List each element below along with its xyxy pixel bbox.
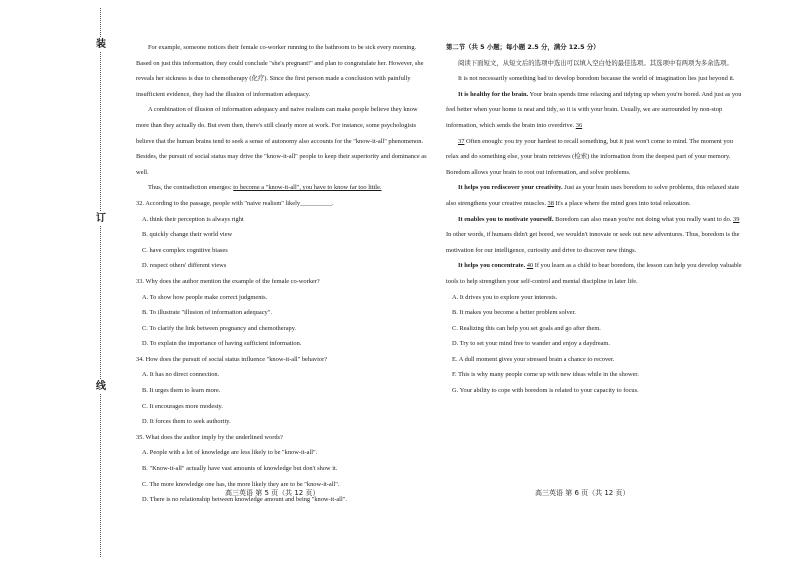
page-6-column xyxy=(446,40,746,399)
question-34-option-c: C. It encourages more modesty. xyxy=(142,402,223,410)
passage-paragraph-recall: 37 Often enough: you try your hardest to recall something, but it just won't come to mind. The moment you relax and do something else, your brain retrieves (检索) the information from the deepest part of your memory. Boredom allows your brain to root out information, and solve problems. xyxy=(446,137,733,176)
question-32-option-c: C. have complex cognitive biases xyxy=(142,246,228,254)
page-6-footer: 高三英语 第 6 页（共 12 页） xyxy=(535,489,630,497)
question-35-option-a: A. People with a lot of knowledge are less likely to be "know-it-all". xyxy=(142,449,318,457)
heading-healthy: It is healthy for the brain. xyxy=(458,90,529,98)
question-32-option-d: D. respect others' different views xyxy=(142,262,227,270)
question-33-stem: 33. Why does the author mention the example of the female co-worker? xyxy=(136,277,320,285)
passage-paragraph-healthy: It is healthy for the brain. Your brain spends time relaxing and tidying up when you're bored. And just as you feel better when your home is neat and tidy, so it is with your brain. Usually, we are surrounded by non-stop information, which sends the brain into overdrive. 36 xyxy=(446,90,742,129)
heading-motivate: It enables you to motivate yourself. xyxy=(458,215,554,223)
option-e: E. A dull moment gives your stressed brain a chance to recover. xyxy=(452,355,615,363)
passage-paragraph-3 xyxy=(136,180,431,196)
binding-dotted-line xyxy=(100,8,101,557)
blank-37: 37 xyxy=(458,137,465,145)
contradiction-lead: Thus, the contradiction emerges: xyxy=(148,184,234,192)
binding-char-xian: 线 xyxy=(96,381,106,392)
binding-margin xyxy=(0,0,106,565)
question-34-stem: 34. How does the pursuit of social status influence "know-it-all" behavior? xyxy=(136,355,328,363)
option-f: F. This is why many people come up with new ideas while in the shower. xyxy=(452,371,639,379)
question-32-option-a: A. think their perception is always right xyxy=(142,215,244,223)
passage-paragraph-1: For example, someone notices their female co-worker running to the bathroom to be sick every morning. Based on just this information, they could conclude "she's pregnant!" and plan to congratulate her. However, she reveals her sickness is due to chemotherapy (化疗). Since the first person made a conclusion with painfully insufficient evidence, they had the illusion of information adequacy. xyxy=(136,44,424,98)
option-b: B. It makes you become a better problem solver. xyxy=(452,309,576,317)
passage-paragraph-creativity: It helps you rediscover your creativity. Just as your brain uses boredom to solve problems, this relaxed state also strengthens your creative muscles. 38 It's a place where the mind goes into total relaxation. xyxy=(446,184,740,207)
blank-36: 36 xyxy=(575,121,583,129)
question-33-option-c: C. To clarify the link between pregnancy and chemotherapy. xyxy=(142,324,297,332)
question-35-option-d: D. There is no relationship between knowledge amount and being "know-it-all". xyxy=(142,496,347,504)
option-a: A. It drives you to explore your interests. xyxy=(452,293,558,301)
question-35-option-b: B. "Know-it-all" actually have vast amounts of knowledge but don't show it. xyxy=(142,465,338,473)
section-instructions: 阅读下面短文，从短文后的选项中选出可以填入空白处的最佳选项。其选项中有两项为多余选项。 xyxy=(458,58,733,67)
option-d: D. Try to set your mind free to wander and enjoy a daydream. xyxy=(452,340,610,348)
question-35-stem: 35. What does the author imply by the underlined words? xyxy=(136,433,283,441)
question-33-option-d: D. To explain the importance of having sufficient information. xyxy=(142,340,302,348)
passage-paragraph-motivate: It enables you to motivate yourself. Boredom can also mean you're not doing what you really want to do. 39 In other words, if humans didn't get bored, we wouldn't innovate or seek out new adventures. Thus, boredom is the motivation for our intelligence, curiosity and drive to discover new things. xyxy=(446,215,740,254)
page-5-footer: 高三英语 第 5 页（共 12 页） xyxy=(225,489,320,497)
heading-concentrate: It helps you concentrate. xyxy=(458,262,526,270)
page-5-column xyxy=(136,40,431,508)
option-g: G. Your ability to cope with boredom is related to your capacity to focus. xyxy=(452,387,639,395)
passage-intro: It is not necessarily something bad to develop boredom because the world of imagination lies just beyond it. xyxy=(458,75,735,83)
option-c: C. Realizing this can help you set goals and go after them. xyxy=(452,324,601,332)
section-title: 第二节（共 5 小题；每小题 2.5 分，满分 12.5 分） xyxy=(446,43,600,51)
blank-38: 38 xyxy=(547,199,554,207)
blank-40: 40 xyxy=(526,262,534,270)
question-35-option-c: C. The more knowledge one has, the more likely they are to be "know-it-all". xyxy=(142,480,340,488)
underlined-words: to become a "know-it-all", you have to know far too little. xyxy=(233,184,382,192)
passage-paragraph-2: A combination of illusion of information adequacy and naive realism can make people believe they know more than they actually do. But even then, there's still clearly more at work. For instance, some psychologists believe that the human brains tend to seek a sense of autonomy also accounts for the "know-it-all" phenomenon. Besides, the pursuit of social status may drive the "know-it-all" people to keep their superiority and dominance as well. xyxy=(136,106,427,176)
question-34-option-a: A. It has no direct connection. xyxy=(142,371,220,379)
binding-char-ding: 订 xyxy=(96,213,106,224)
question-34-option-b: B. It urges them to learn more. xyxy=(142,387,221,395)
question-33-option-b: B. To illustrate "illusion of information adequacy". xyxy=(142,309,272,317)
binding-char-zhuang: 装 xyxy=(96,39,106,50)
question-34-option-d: D. It forces them to seek authority. xyxy=(142,418,231,426)
question-32-option-b: B. quickly change their world view xyxy=(142,231,233,239)
question-33-option-a: A. To show how people make correct judgments. xyxy=(142,293,268,301)
passage-paragraph-concentrate: It helps you concentrate. 40 If you learn as a child to bear boredom, the lesson can help you develop valuable tools to help strengthen your self-control and mental discipline in later life. xyxy=(446,262,742,285)
heading-creativity: It helps you rediscover your creativity. xyxy=(458,184,563,192)
blank-39: 39 xyxy=(733,215,740,223)
question-32-stem: 32. According to the passage, people with "naive realism" likely__________. xyxy=(136,199,334,207)
